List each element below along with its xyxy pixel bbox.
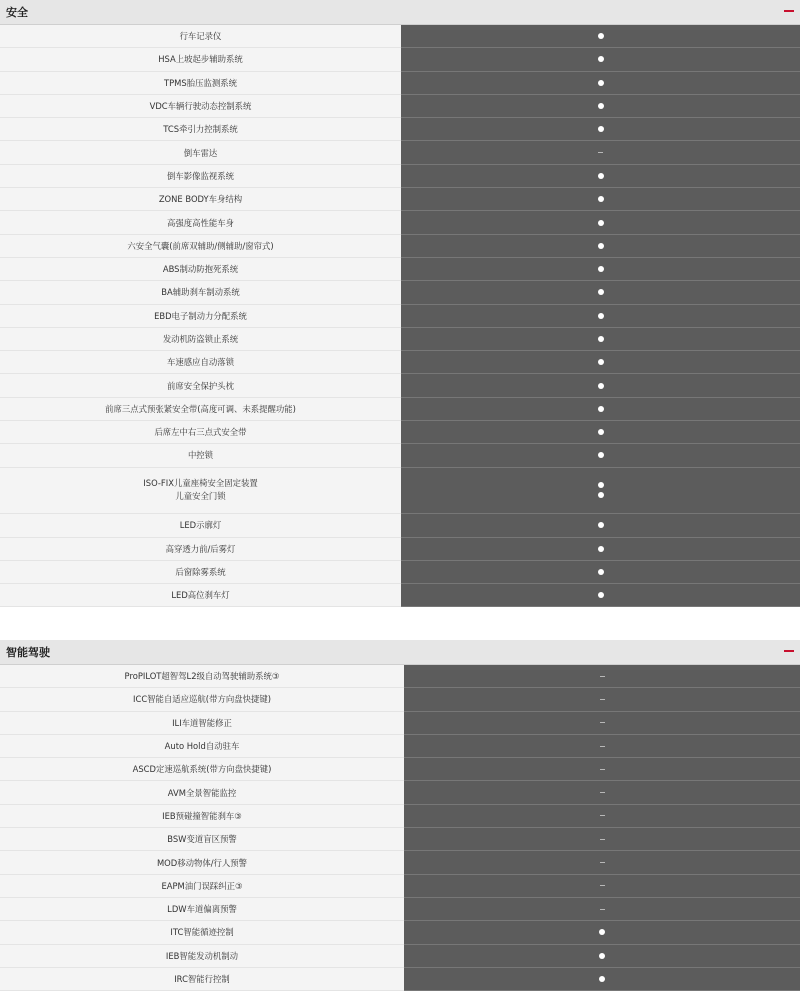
filled-circle-icon	[598, 429, 604, 435]
feature-value-cell	[401, 328, 800, 351]
feature-value-cell	[404, 688, 800, 711]
table-row	[0, 95, 800, 118]
feature-label: LED示廓灯	[179, 520, 222, 531]
feature-label: LED高位刹车灯	[171, 590, 230, 601]
feature-label-cell	[0, 305, 401, 328]
table-row	[0, 351, 800, 374]
table-row	[0, 828, 800, 851]
feature-label: 六安全气囊(前席双辅助/侧辅助/窗帘式)	[127, 240, 274, 251]
table-row	[0, 305, 800, 328]
feature-value-cell	[401, 584, 800, 607]
feature-label: Auto Hold自动驻车	[164, 741, 240, 752]
table-row	[0, 758, 800, 781]
feature-label-cell	[0, 72, 401, 95]
feature-label: ILI车道智能修正	[172, 717, 232, 728]
table-row	[0, 281, 800, 304]
filled-circle-icon	[599, 976, 605, 982]
feature-label: 高穿透力前/后雾灯	[165, 543, 236, 554]
feature-label-cell	[0, 165, 401, 188]
feature-value-cell	[401, 211, 800, 234]
table-row	[0, 235, 800, 258]
feature-label-cell	[0, 945, 404, 968]
feature-label: BA辅助刹车制动系统	[161, 287, 240, 298]
table-row	[0, 898, 800, 921]
dash-icon	[600, 909, 605, 910]
feature-value-cell	[404, 712, 800, 735]
feature-value-cell	[401, 118, 800, 141]
table-row	[0, 561, 800, 584]
filled-circle-icon	[598, 126, 604, 132]
table-row	[0, 398, 800, 421]
feature-value-cell	[401, 421, 800, 444]
feature-value-cell	[401, 48, 800, 71]
feature-value-cell	[404, 828, 800, 851]
feature-label-cell	[0, 328, 401, 351]
table-row	[0, 258, 800, 281]
feature-label-cell	[0, 141, 401, 164]
filled-circle-icon	[598, 220, 604, 226]
dash-icon	[600, 885, 605, 886]
table-row	[0, 781, 800, 804]
feature-label: IRC智能行控制	[174, 974, 230, 984]
table-row	[0, 118, 800, 141]
feature-value-cell	[404, 875, 800, 898]
feature-value-cell	[401, 281, 800, 304]
feature-label-cell	[0, 118, 401, 141]
table-row	[0, 421, 800, 444]
table-row	[0, 851, 800, 874]
feature-label: TPMS胎压监测系统	[164, 77, 237, 88]
filled-circle-icon	[598, 33, 604, 39]
feature-label: IEB预碰撞智能刹车③	[162, 810, 242, 821]
dash-icon	[600, 746, 605, 747]
feature-label: 发动机防盗锁止系统	[162, 334, 239, 344]
feature-label-cell	[0, 712, 404, 735]
filled-circle-icon	[598, 243, 604, 249]
feature-value-cell	[404, 898, 800, 921]
filled-circle-icon	[598, 492, 604, 498]
feature-label-cell	[0, 584, 401, 607]
feature-value-cell	[401, 258, 800, 281]
feature-value-cell	[401, 141, 800, 164]
table-row	[0, 468, 800, 515]
table-row	[0, 25, 800, 48]
feature-label: MOD移动物体/行人预警	[156, 857, 248, 868]
feature-label: 行车记录仪	[179, 31, 222, 42]
feature-label: 倒车影像监视系统	[167, 170, 234, 181]
filled-circle-icon	[598, 56, 604, 62]
feature-label: 前席安全保护头枕	[167, 380, 234, 391]
feature-label-cell	[0, 968, 404, 991]
dash-icon	[600, 839, 605, 840]
feature-label-cell	[0, 398, 401, 421]
feature-value-cell	[401, 468, 800, 515]
feature-label: 后窗除雾系统	[175, 566, 226, 577]
feature-label: 儿童安全门锁	[175, 491, 226, 502]
feature-value-cell	[401, 514, 800, 537]
table-row	[0, 875, 800, 898]
feature-label-cell	[0, 468, 401, 515]
filled-circle-icon	[598, 383, 604, 389]
minus-icon[interactable]	[784, 650, 794, 652]
feature-label: IEB智能发动机制动	[165, 950, 239, 961]
feature-label-cell	[0, 665, 404, 688]
feature-value-cell	[401, 165, 800, 188]
feature-value-cell	[404, 968, 800, 991]
filled-circle-icon	[598, 406, 604, 412]
feature-label: ProPILOT超智驾L2级自动驾驶辅助系统③	[124, 671, 280, 682]
filled-circle-icon	[598, 592, 604, 598]
feature-value-cell	[401, 561, 800, 584]
feature-label: 高强度高性能车身	[167, 217, 234, 228]
dash-icon	[600, 699, 605, 700]
dash-icon	[600, 792, 605, 793]
feature-label-cell	[0, 48, 401, 71]
feature-value-cell	[401, 305, 800, 328]
dash-icon	[600, 722, 605, 723]
feature-label: 车速感应自动落锁	[167, 357, 234, 368]
filled-circle-icon	[598, 482, 604, 488]
filled-circle-icon	[598, 336, 604, 342]
feature-label-cell	[0, 374, 401, 397]
filled-circle-icon	[598, 452, 604, 458]
feature-label-cell	[0, 921, 404, 944]
feature-value-cell	[404, 758, 800, 781]
safety-spec-table	[0, 25, 800, 607]
filled-circle-icon	[598, 313, 604, 319]
dash-icon	[600, 862, 605, 863]
dash-icon	[600, 676, 605, 677]
section-header-smart-driving	[0, 640, 800, 665]
filled-circle-icon	[598, 103, 604, 109]
table-row	[0, 444, 800, 467]
filled-circle-icon	[598, 522, 604, 528]
feature-value-cell	[404, 945, 800, 968]
dash-icon	[600, 769, 605, 770]
dash-icon	[600, 815, 605, 816]
table-row	[0, 514, 800, 537]
table-row	[0, 538, 800, 561]
table-row	[0, 735, 800, 758]
feature-label: TCS牵引力控制系统	[163, 124, 238, 135]
feature-value-cell	[404, 781, 800, 804]
feature-label: ASCD定速巡航系统(带方向盘快捷键)	[132, 764, 272, 775]
feature-label: ICC智能自适应巡航(带方向盘快捷键)	[133, 694, 271, 705]
feature-label: AVM全景智能监控	[167, 787, 237, 798]
feature-label-cell	[0, 211, 401, 234]
feature-value-cell	[401, 25, 800, 48]
feature-label-cell	[0, 898, 404, 921]
feature-label-cell	[0, 421, 401, 444]
filled-circle-icon	[599, 953, 605, 959]
feature-label-cell	[0, 758, 404, 781]
filled-circle-icon	[598, 80, 604, 86]
table-row	[0, 72, 800, 95]
filled-circle-icon	[598, 359, 604, 365]
filled-circle-icon	[598, 266, 604, 272]
feature-value-cell	[401, 95, 800, 118]
feature-label: EBD电子制动力分配系统	[154, 310, 247, 321]
feature-label: 倒车雷达	[183, 147, 218, 158]
feature-label: HSA上坡起步辅助系统	[158, 54, 243, 65]
table-row	[0, 665, 800, 688]
feature-label-cell	[0, 828, 404, 851]
feature-label-cell	[0, 95, 401, 118]
feature-label-cell	[0, 538, 401, 561]
feature-label-cell	[0, 235, 401, 258]
table-row	[0, 211, 800, 234]
dash-icon	[598, 152, 603, 153]
feature-value-cell	[401, 351, 800, 374]
feature-label: 前席三点式预张紧安全带(高度可调、未系提醒功能)	[105, 403, 296, 414]
feature-label: LDW车道偏离预警	[167, 904, 237, 915]
table-row	[0, 968, 800, 991]
table-row	[0, 165, 800, 188]
section-title: 安全	[6, 6, 28, 19]
table-row	[0, 584, 800, 607]
feature-value-cell	[401, 444, 800, 467]
table-row	[0, 48, 800, 71]
table-row	[0, 328, 800, 351]
feature-value-cell	[404, 805, 800, 828]
table-row	[0, 374, 800, 397]
feature-label: VDC车辆行驶动态控制系统	[149, 101, 252, 112]
feature-label-cell	[0, 735, 404, 758]
feature-label: 中控锁	[187, 450, 214, 461]
feature-value-cell	[401, 374, 800, 397]
filled-circle-icon	[598, 569, 604, 575]
feature-label: 后席左中右三点式安全带	[154, 427, 247, 438]
feature-label-cell	[0, 351, 401, 374]
feature-value-cell	[401, 398, 800, 421]
table-row	[0, 712, 800, 735]
smart-driving-spec-table	[0, 665, 800, 991]
feature-label-cell	[0, 781, 404, 804]
filled-circle-icon	[598, 173, 604, 179]
table-row	[0, 141, 800, 164]
section-header-safety	[0, 0, 800, 25]
feature-value-cell	[401, 188, 800, 211]
feature-label-cell	[0, 188, 401, 211]
feature-label: ABS制动防抱死系统	[162, 264, 239, 275]
feature-value-cell	[404, 665, 800, 688]
section-title: 智能驾驶	[6, 646, 50, 659]
feature-label-cell	[0, 444, 401, 467]
feature-label-cell	[0, 514, 401, 537]
feature-value-cell	[401, 235, 800, 258]
feature-label-cell	[0, 281, 401, 304]
feature-value-cell	[404, 735, 800, 758]
feature-label-cell	[0, 688, 404, 711]
feature-value-cell	[401, 72, 800, 95]
feature-label: ITC智能循迹控制	[170, 927, 234, 938]
feature-label-cell	[0, 561, 401, 584]
feature-value-cell	[404, 921, 800, 944]
table-row	[0, 945, 800, 968]
table-row	[0, 921, 800, 944]
feature-label: EAPM油门误踩纠正③	[161, 880, 243, 891]
feature-label: BSW变道盲区预警	[167, 834, 237, 845]
table-row	[0, 188, 800, 211]
feature-value-cell	[401, 538, 800, 561]
filled-circle-icon	[598, 546, 604, 552]
feature-label: ISO-FIX儿童座椅安全固定装置	[143, 478, 258, 489]
filled-circle-icon	[598, 289, 604, 295]
feature-label-cell	[0, 25, 401, 48]
filled-circle-icon	[598, 196, 604, 202]
minus-icon[interactable]	[784, 10, 794, 12]
feature-label: ZONE BODY车身结构	[158, 194, 243, 205]
filled-circle-icon	[599, 929, 605, 935]
table-row	[0, 688, 800, 711]
feature-label-cell	[0, 875, 404, 898]
feature-label-cell	[0, 851, 404, 874]
feature-label-cell	[0, 258, 401, 281]
feature-value-cell	[404, 851, 800, 874]
feature-label-cell	[0, 805, 404, 828]
table-row	[0, 805, 800, 828]
